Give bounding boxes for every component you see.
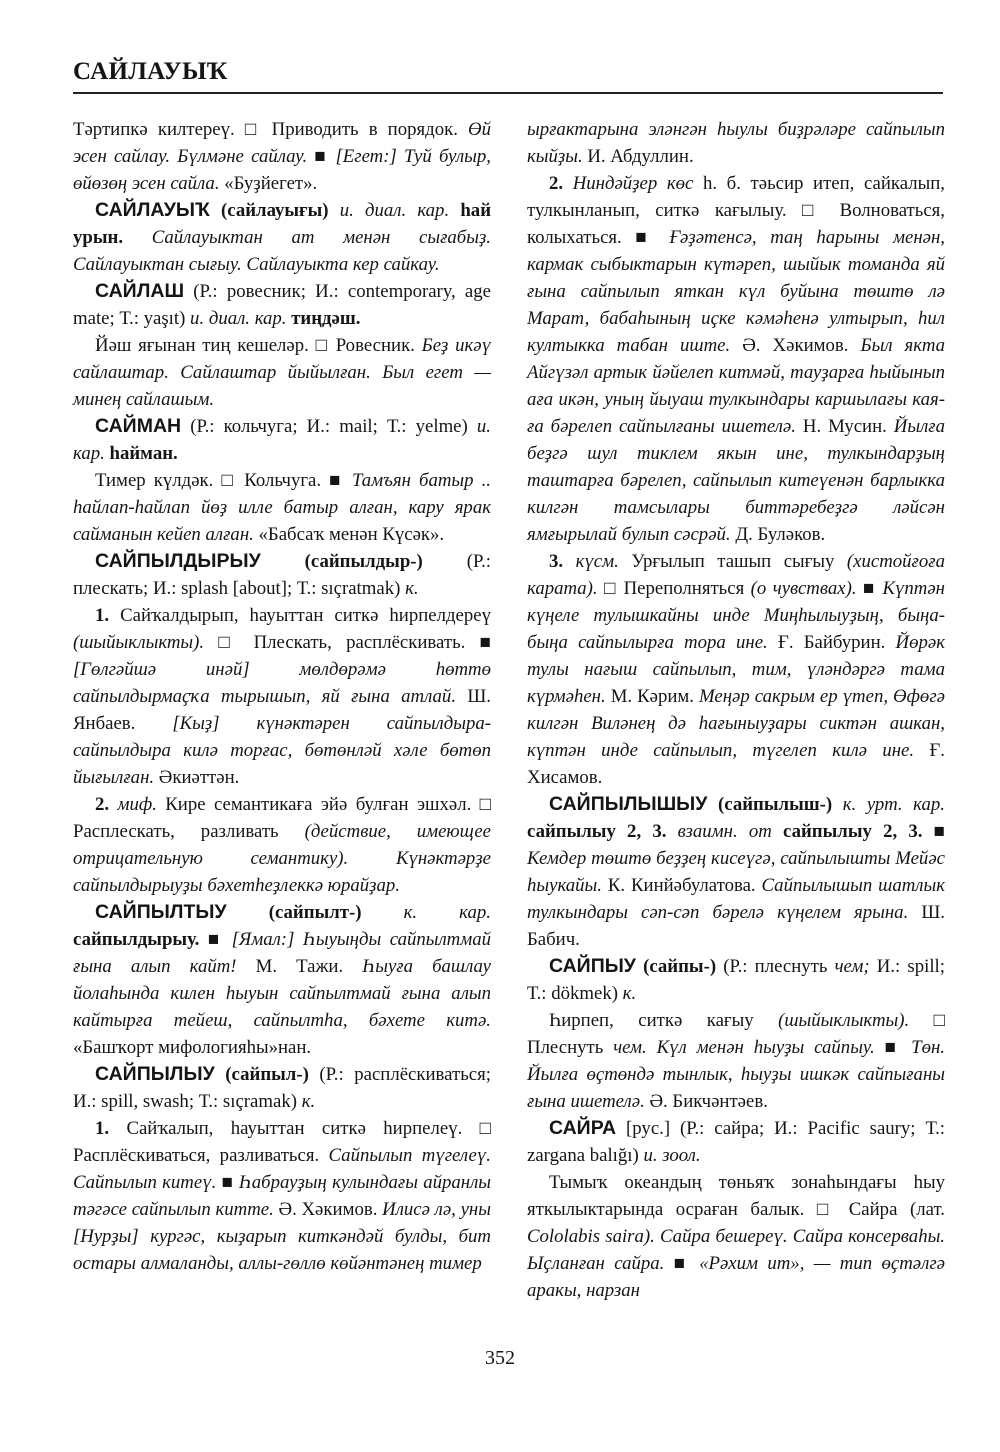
entry-paragraph: Тымыҡ океандың төньяҡ зонаһындағы һыу яткылыктарында осраған балык. □ Сайра (лат. Cololabis saira). Сайра бешереү. Сайра консерваһы. Ыҫланған сайра. ■ «Рәхим ит», — тип өҫтәлгә аракы, нарзан <box>527 1172 945 1301</box>
entry-paragraph: 3. күсм. Урғылып ташып сығыу (хистойғоға карата). □ Переполняться (о чувствах). ■ Күптән күңеле тулышкайны инде Миңһылыуҙың, быңа-быңа сайпылырға тора ине. Ғ. Байбурин. Йөрәк тулы нағыш сайпылып, тим, үләндәргә тама күрмәһен. М. Кәрим. Меңәр сакрым ер үтеп, Өфөгә килгән Виләнең дә һағыныуҙары сиктән ашкан, күптән инде сайпылып, түгелеп килә ине. Ғ. Хисамов. <box>527 551 945 788</box>
dictionary-entry: САЙРА [рус.] (Р.: сайра; И.: Pacific saury; Т.: zargana balığı) и. зоол. <box>527 1117 945 1166</box>
dictionary-entry: САЙПЫЛТЫУ (сайпылт-) к. кар. сайпылдырыу. ■ [Ямал:] Һыуыңды сайпылтмай ғына алып кайт! М. Тажи. Һыуға башлау йолаһында килен һыуын сайпылтмай ғына алып кайтырға тейеш, сайпылтһа, бәхете китә. «Башҡорт мифологияһы»нан. <box>73 901 491 1058</box>
entry-paragraph: 2. Ниндәйҙер көс һ. б. тәьсир итеп, сайкалып, тулкынланып, ситкә кағылыу. □ Волноваться, колыхаться. ■ Ғәҙәтенсә, таң һарыны менән, кармак сыбыктарын күтәреп, шыйык томанда яй ғына сайпылып яткан күл буйына төштө лә Марат, бабаһының иҫке кәмәһенә ултырып, һил култыкка табан иште. Ә. Хәкимов. Был якта Айгүзәл артык йәйелеп китмәй, тауҙарға һыйынып аға икән, уның йыуаш тулкындары каршылағы каяға бәрелеп сайпылғаны ишетелә. Н. Мусин. Йылға беҙгә шул тиклем якын ине, тулкындарҙың таштарға бәрелеп, сайпылып китеүенән барлыкка килгән тамсылары биттәребеҙгә ләйсән ямғырылай булып сәсрәй. Д. Буләков. <box>527 173 946 545</box>
entry-paragraph: Тимер күлдәк. □ Кольчуга. ■ Тамъян батыр .. һайлап-һайлап йөҙ илле батыр алған, кару ярак сайманын кейеп алған. «Бабсаҡ менән Күсәк». <box>73 470 491 545</box>
dictionary-entry: САЙЛАШ (Р.: ровесник; И.: contemporary, age mate; Т.: yaşıt) и. диал. кар. тиңдәш. <box>73 280 491 329</box>
entry-paragraph: 1. Сайҡалып, һауыттан ситкә һирпелеү. □ Расплёскиваться, разливаться. Сайпылып түгелеү. Сайпылып китеү. ■ Һабрауҙың кулындағы айранлы тәгәсе сайпылып китте. Ә. Хәкимов. Илисә лә, уны [Нурҙы] кургәс, кыҙарып киткәндәй булды, бит остары алмаланды, аллы-гөллө көйәнтәнең тимер <box>73 1118 491 1274</box>
entry-paragraph: 2. миф. Кире семантикаға эйә булған эшхәл. □ Расплескать, разливать (действие, имеющее отрицательную семантику). Күнәктәрҙе сайпылдырыуҙы бәхетһеҙлеккә юрайҙар. <box>73 794 491 896</box>
left-column <box>73 116 491 1277</box>
dictionary-entry: САЙМАН (Р.: кольчуга; И.: mail; Т.: yelme) и. кар. һайман. <box>73 415 491 464</box>
entry-paragraph: 1. Сайҡалдырып, һауыттан ситкә һирпелдереү (шыйыклыкты). □ Плескать, расплёскивать. ■ [Гөлгәйшә инәй] мөлдөрәмә һөттө сайпылдырмаҫҡа тырышып, яй ғына атлай. Ш. Янбаев. [Кыҙ] күнәктәрен сайпылдыра-сайпылдыра килә торғас, бөтөнләй хәле бөтөп йығылған. Әкиәттән. <box>73 605 491 788</box>
entry-paragraph: Йәш яғынан тиң кешеләр. □ Ровесник. Беҙ икәү сайлаштар. Сайлаштар йыйылған. Был егет — минең сайлашым. <box>73 335 492 410</box>
right-column <box>527 116 945 1304</box>
dictionary-entry: САЙЛАУЫҠ (сайлауығы) и. диал. кар. һай урын. Сайлауыктан ат менән сығабыҙ. Сайлауыктан сығыу. Сайлауыкта кер сайкау. <box>73 199 492 275</box>
dictionary-entry: САЙПЫЛЫУ (сайпыл-) (Р.: расплёскиваться; И.: spill, swash; Т.: sıçramak) к. <box>73 1063 491 1112</box>
running-header: САЙЛАУЫҠ <box>73 58 228 85</box>
header-rule <box>73 92 943 94</box>
dictionary-entry: САЙПЫЛЫШЫУ (сайпылыш-) к. урт. кар. сайпылыу 2, 3. взаимн. от сайпылыу 2, 3. ■ Кемдер төштө беҙҙең кисеүгә, сайпылышты Мейәс һыукайы. К. Кинйәбулатова. Сайпылышып шатлык тулкындары сәп-сәп бәрелә күңелем ярына. Ш. Бабич. <box>527 793 945 950</box>
dictionary-entry: САЙПЫЛДЫРЫУ (сайпылдыр-) (Р.: плескать; И.: splash [about]; Т.: sıçratmak) к. <box>73 550 491 599</box>
dictionary-entry: САЙПЫУ (сайпы-) (Р.: плеснуть чем; И.: spill; Т.: dökmek) к. <box>527 955 945 1004</box>
entry-paragraph: Һирпеп, ситкә кағыу (шыйыклыкты). □ Плеснуть чем. Күл менән һыуҙы сайпыу. ■ Төн. Йылға өҫтөндә тынлык, һыуҙы ишкәк сайпығаны ғына ишетелә. Ә. Бикчәнтәев. <box>527 1010 946 1112</box>
entry-paragraph: Тәртипкә килтереү. □ Приводить в порядок. Өй эсен сайлау. Бүлмәне сайлау. ■ [Егет:] Туй булыр, өйөзөң эсен сайла. «Буҙйегет». <box>73 119 491 194</box>
entry-paragraph: ырғактарына эләнгән һыулы биҙрәләре сайпылып кыйҙы. И. Абдуллин. <box>527 119 945 167</box>
page-number: 352 <box>485 1347 515 1369</box>
